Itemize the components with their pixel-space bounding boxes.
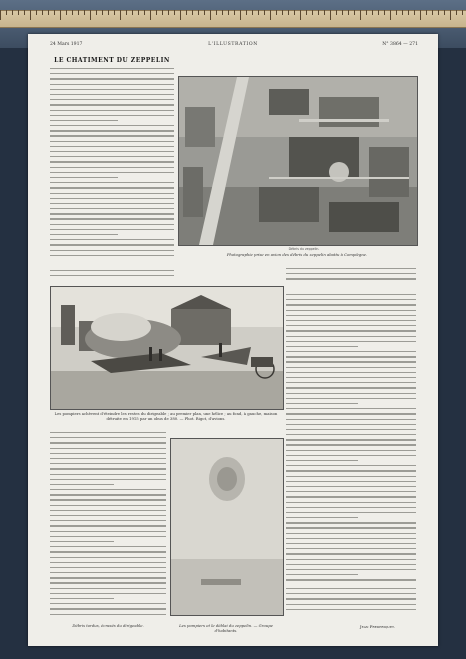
ruler-tick bbox=[318, 10, 319, 15]
text-line bbox=[50, 94, 174, 95]
text-line bbox=[50, 99, 174, 100]
ruler-tick bbox=[354, 10, 355, 15]
text-line bbox=[50, 484, 114, 485]
ruler-tick bbox=[30, 10, 31, 20]
ruler-tick bbox=[420, 10, 421, 20]
text-line bbox=[50, 255, 174, 256]
text-line bbox=[50, 448, 166, 449]
text-line bbox=[286, 382, 416, 383]
text-line bbox=[50, 130, 174, 131]
text-line bbox=[50, 187, 174, 188]
text-line bbox=[50, 541, 114, 542]
text-line bbox=[286, 278, 416, 279]
text-line bbox=[50, 593, 166, 594]
ruler-tick bbox=[78, 10, 79, 15]
text-line bbox=[50, 78, 174, 79]
text-line bbox=[50, 208, 174, 209]
text-line bbox=[50, 572, 166, 573]
ruler-tick bbox=[42, 10, 43, 15]
crash-photo-caption: Les pompiers achèvent d'éteindre les restes du dirigeable ; au premier plan, une hélice ; au fond, à gauche, maison détruite en 1915 par un obus de 380. — Phot. Rigot, d'avions. bbox=[54, 411, 278, 421]
magazine-page bbox=[28, 34, 438, 646]
ruler-tick bbox=[60, 10, 61, 20]
text-line bbox=[286, 315, 416, 316]
article-signature: Jean Frederiquet. bbox=[360, 624, 396, 629]
text-line bbox=[286, 460, 358, 461]
text-line bbox=[286, 588, 416, 589]
ruler-tick bbox=[300, 10, 301, 20]
text-line bbox=[50, 177, 118, 178]
article-title: LE CHATIMENT DU ZEPPELIN bbox=[54, 57, 170, 64]
text-line bbox=[286, 429, 416, 430]
text-line bbox=[286, 299, 416, 300]
text-line bbox=[286, 455, 416, 456]
text-line bbox=[50, 505, 166, 506]
text-line bbox=[286, 268, 416, 269]
ruler-tick bbox=[252, 10, 253, 15]
ruler-tick bbox=[282, 10, 283, 15]
text-line bbox=[50, 115, 174, 116]
text-line bbox=[286, 377, 416, 378]
text-line bbox=[286, 273, 416, 274]
ruler-tick bbox=[36, 10, 37, 15]
text-line bbox=[286, 424, 416, 425]
ruler-tick bbox=[222, 10, 223, 15]
text-line bbox=[286, 325, 416, 326]
ruler-tick bbox=[408, 10, 409, 15]
ruler-tick bbox=[264, 10, 265, 15]
text-line bbox=[50, 167, 174, 168]
ruler-tick bbox=[444, 10, 445, 15]
text-line bbox=[50, 437, 166, 438]
ruler-tick bbox=[366, 10, 367, 15]
text-line bbox=[50, 244, 174, 245]
text-column-lower-right bbox=[286, 588, 416, 618]
text-line bbox=[286, 320, 416, 321]
text-line bbox=[286, 465, 416, 466]
ruler-tick bbox=[378, 10, 379, 15]
text-line bbox=[50, 520, 166, 521]
ruler-tick bbox=[246, 10, 247, 15]
ruler-tick bbox=[426, 10, 427, 15]
text-line bbox=[50, 468, 166, 469]
text-line bbox=[286, 604, 416, 605]
ruler-tick bbox=[12, 10, 13, 15]
ruler-tick bbox=[24, 10, 25, 15]
ruler-tick bbox=[240, 10, 241, 20]
text-line bbox=[50, 182, 174, 183]
text-line bbox=[286, 507, 416, 508]
ruler-tick bbox=[156, 10, 157, 15]
text-line bbox=[50, 68, 174, 69]
ruler-tick bbox=[402, 10, 403, 15]
text-line bbox=[286, 559, 416, 560]
text-line bbox=[50, 234, 118, 235]
ruler-tick bbox=[276, 10, 277, 15]
ruler-tick bbox=[198, 10, 199, 15]
small-photo-right bbox=[170, 438, 284, 616]
crash-photo bbox=[50, 286, 284, 410]
text-line bbox=[50, 474, 166, 475]
ruler-tick bbox=[162, 10, 163, 15]
text-line bbox=[286, 564, 416, 565]
ruler-tick bbox=[342, 10, 343, 15]
text-column-left-top bbox=[50, 68, 174, 264]
aerial-photo-caption: Photographie prise en avion des débris du zeppelin abattu à Compiègne. bbox=[226, 252, 368, 257]
ruler-tick bbox=[66, 10, 67, 15]
ruler-tick bbox=[348, 10, 349, 15]
text-column-left-bottom bbox=[50, 270, 174, 284]
ruler-tick bbox=[294, 10, 295, 15]
text-line bbox=[286, 502, 416, 503]
text-line bbox=[50, 525, 166, 526]
aerial-photo bbox=[178, 76, 418, 246]
text-line bbox=[286, 341, 416, 342]
text-line bbox=[286, 408, 416, 409]
text-line bbox=[286, 609, 416, 610]
text-line bbox=[286, 330, 416, 331]
text-line bbox=[286, 403, 358, 404]
ruler-tick bbox=[0, 10, 1, 20]
text-line bbox=[50, 89, 174, 90]
text-line bbox=[50, 458, 166, 459]
text-line bbox=[286, 351, 416, 352]
text-line bbox=[50, 510, 166, 511]
text-line bbox=[50, 125, 174, 126]
text-line bbox=[286, 434, 416, 435]
ruler-tick bbox=[216, 10, 217, 15]
text-line bbox=[286, 367, 416, 368]
text-line bbox=[50, 229, 174, 230]
text-line bbox=[286, 598, 416, 599]
ruler-tick bbox=[144, 10, 145, 15]
text-line bbox=[50, 120, 118, 121]
text-line bbox=[50, 250, 174, 251]
crash-photo-image bbox=[51, 287, 283, 409]
ruler-tick bbox=[186, 10, 187, 15]
text-line bbox=[50, 515, 166, 516]
text-line bbox=[286, 481, 416, 482]
ruler-tick bbox=[132, 10, 133, 15]
text-line bbox=[50, 213, 174, 214]
text-line bbox=[286, 579, 416, 580]
text-line bbox=[50, 104, 174, 105]
ruler-tick bbox=[102, 10, 103, 15]
text-line bbox=[50, 73, 174, 74]
ruler-tick bbox=[90, 10, 91, 20]
text-line bbox=[286, 517, 358, 518]
ruler-tick bbox=[438, 10, 439, 15]
text-line bbox=[50, 557, 166, 558]
ruler-tick bbox=[390, 10, 391, 20]
text-line bbox=[50, 156, 174, 157]
text-line bbox=[50, 141, 174, 142]
text-line bbox=[286, 346, 358, 347]
text-line bbox=[286, 522, 416, 523]
ruler-tick bbox=[210, 10, 211, 20]
ruler-tick bbox=[138, 10, 139, 15]
text-line bbox=[286, 387, 416, 388]
text-line bbox=[286, 393, 416, 394]
text-line bbox=[50, 479, 166, 480]
text-line bbox=[286, 548, 416, 549]
ruler-tick bbox=[114, 10, 115, 15]
text-line bbox=[50, 494, 166, 495]
text-line bbox=[286, 361, 416, 362]
text-line bbox=[50, 275, 174, 276]
ruler-tick bbox=[192, 10, 193, 15]
text-line bbox=[286, 476, 416, 477]
text-line bbox=[50, 239, 174, 240]
text-line bbox=[50, 151, 174, 152]
text-line bbox=[286, 533, 416, 534]
text-line bbox=[50, 562, 166, 563]
text-line bbox=[50, 110, 174, 111]
ruler-tick bbox=[84, 10, 85, 15]
text-line bbox=[286, 538, 416, 539]
aerial-photo-image bbox=[179, 77, 417, 245]
text-line bbox=[286, 372, 416, 373]
header-date: 24 Mars 1917 bbox=[50, 42, 83, 47]
text-line bbox=[50, 536, 166, 537]
text-line bbox=[50, 582, 166, 583]
text-line bbox=[286, 419, 416, 420]
text-line bbox=[50, 463, 166, 464]
text-line bbox=[286, 593, 416, 594]
text-line bbox=[286, 356, 416, 357]
text-line bbox=[286, 496, 416, 497]
header-title: L'ILLUSTRATION bbox=[208, 42, 258, 47]
text-line bbox=[50, 614, 166, 615]
ruler-tick bbox=[258, 10, 259, 15]
small-photo-right-caption: Les pompiers et le déblai du zeppelin. — Groupe d'habitants. bbox=[179, 623, 273, 633]
text-line bbox=[50, 203, 174, 204]
ruler-tick bbox=[306, 10, 307, 15]
ruler-tick bbox=[204, 10, 205, 15]
text-line bbox=[286, 512, 416, 513]
ruler-tick bbox=[336, 10, 337, 15]
ruler-tick bbox=[372, 10, 373, 15]
header-issue: N° 3864 — 271 bbox=[382, 42, 418, 47]
ruler-tick bbox=[150, 10, 151, 20]
text-line bbox=[286, 413, 416, 414]
ruler-tick bbox=[330, 10, 331, 20]
ruler-tick bbox=[360, 10, 361, 20]
text-line bbox=[50, 598, 114, 599]
text-line bbox=[286, 527, 416, 528]
text-line bbox=[50, 198, 174, 199]
small-photo-right-image bbox=[171, 439, 283, 615]
text-line bbox=[50, 172, 174, 173]
text-line bbox=[50, 577, 166, 578]
text-line bbox=[50, 603, 166, 604]
small-photo-left-caption: Débris tordus, écrasés du dirigeable. bbox=[72, 623, 144, 628]
ruler-tick bbox=[324, 10, 325, 15]
measuring-ruler bbox=[0, 0, 466, 36]
ruler-tick bbox=[48, 10, 49, 15]
text-column-right-top bbox=[286, 268, 416, 288]
text-line bbox=[50, 218, 174, 219]
text-line bbox=[286, 553, 416, 554]
ruler-tick bbox=[270, 10, 271, 20]
ruler-tick bbox=[396, 10, 397, 15]
ruler-tick bbox=[450, 10, 451, 20]
ruler-tick bbox=[288, 10, 289, 15]
text-column-right-middle bbox=[286, 294, 416, 586]
ruler-tick bbox=[456, 10, 457, 15]
text-line bbox=[286, 569, 416, 570]
text-line bbox=[50, 531, 166, 532]
ruler-tick bbox=[168, 10, 169, 15]
text-line bbox=[50, 567, 166, 568]
ruler-tick bbox=[180, 10, 181, 20]
text-line bbox=[286, 574, 358, 575]
text-line bbox=[50, 135, 174, 136]
ruler-tick bbox=[228, 10, 229, 15]
text-line bbox=[50, 453, 166, 454]
text-line bbox=[50, 551, 166, 552]
text-line bbox=[286, 486, 416, 487]
ruler-tick bbox=[72, 10, 73, 15]
text-line bbox=[50, 499, 166, 500]
ruler-tick bbox=[432, 10, 433, 15]
text-line bbox=[286, 470, 416, 471]
ruler-tick bbox=[174, 10, 175, 15]
text-line bbox=[286, 439, 416, 440]
ruler-tick bbox=[414, 10, 415, 15]
text-line bbox=[50, 270, 174, 271]
text-line bbox=[50, 546, 166, 547]
text-line bbox=[50, 442, 166, 443]
ruler-tick bbox=[384, 10, 385, 15]
text-column-lower-left bbox=[50, 432, 166, 620]
ruler-tick bbox=[54, 10, 55, 15]
ruler-tick bbox=[120, 10, 121, 20]
text-line bbox=[50, 588, 166, 589]
text-line bbox=[286, 444, 416, 445]
ruler-tick bbox=[126, 10, 127, 15]
text-line bbox=[286, 543, 416, 544]
text-line bbox=[50, 432, 166, 433]
text-line bbox=[286, 310, 416, 311]
ruler-tick bbox=[96, 10, 97, 15]
ruler-tick bbox=[234, 10, 235, 15]
ruler-tick bbox=[312, 10, 313, 15]
text-line bbox=[286, 491, 416, 492]
ruler-tick bbox=[6, 10, 7, 15]
text-line bbox=[50, 161, 174, 162]
text-line bbox=[50, 608, 166, 609]
text-line bbox=[286, 336, 416, 337]
text-line bbox=[286, 398, 416, 399]
text-line bbox=[50, 146, 174, 147]
text-line bbox=[50, 224, 174, 225]
text-line bbox=[286, 294, 416, 295]
aerial-photo-credit: Débris du zeppelin. bbox=[288, 247, 320, 251]
text-line bbox=[50, 84, 174, 85]
text-line bbox=[286, 450, 416, 451]
ruler-tick bbox=[462, 10, 463, 15]
text-line bbox=[50, 489, 166, 490]
ruler-tick bbox=[108, 10, 109, 15]
text-line bbox=[286, 304, 416, 305]
ruler-tick bbox=[18, 10, 19, 15]
text-line bbox=[50, 193, 174, 194]
